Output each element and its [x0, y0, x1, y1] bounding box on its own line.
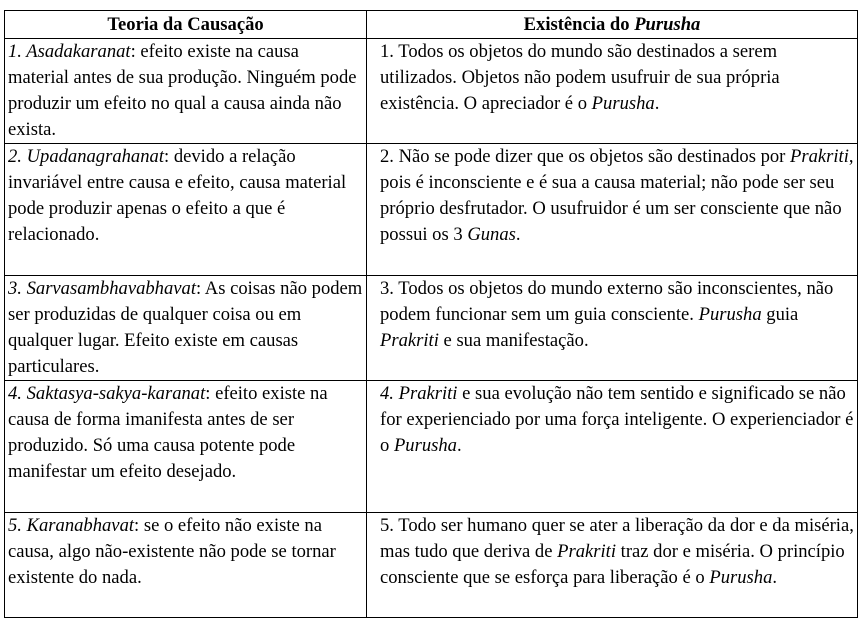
- header-existencia-do-purusha: Existência do Purusha: [367, 11, 858, 39]
- header-row: [5, 11, 858, 39]
- causation-cell: 4. Saktasya-sakya-karanat: efeito existe na causa de forma imanifesta antes de ser produzido. Só uma causa potente pode manifestar um efeito desejado.: [5, 381, 367, 513]
- purusha-cell: 3. Todos os objetos do mundo externo são inconscientes, não podem funcionar sem um guia consciente. Purusha guia Prakriti e sua manifestação.: [367, 276, 858, 381]
- causation-cell: 5. Karanabhavat: se o efeito não existe na causa, algo não-existente não pode se tornar existente do nada.: [5, 513, 367, 618]
- causation-cell: 1. Asadakaranat: efeito existe na causa material antes de sua produção. Ninguém pode produzir um efeito no qual a causa ainda não exista.: [5, 39, 367, 144]
- purusha-cell: 5. Todo ser humano quer se ater a liberação da dor e da miséria, mas tudo que deriva de Prakriti traz dor e miséria. O princípio consciente que se esforça para liberação é o Purusha.: [367, 513, 858, 618]
- table-row: [5, 39, 858, 144]
- table-row: [5, 513, 858, 618]
- table-row: [5, 144, 858, 276]
- header-teoria-da-causacao: Teoria da Causação: [5, 11, 367, 39]
- purusha-cell: 1. Todos os objetos do mundo são destinados a serem utilizados. Objetos não podem usufruir de sua própria existência. O apreciador é o Purusha.: [367, 39, 858, 144]
- causation-table: [4, 10, 858, 618]
- purusha-cell: 2. Não se pode dizer que os objetos são destinados por Prakriti, pois é inconsciente e é sua a causa material; não pode ser seu próprio desfrutador. O usufruidor é um ser consciente que não possui os 3 Gunas.: [367, 144, 858, 276]
- table-row: [5, 381, 858, 513]
- table-row: [5, 276, 858, 381]
- causation-cell: 3. Sarvasambhavabhavat: As coisas não podem ser produzidas de qualquer coisa ou em qualquer lugar. Efeito existe em causas particulares.: [5, 276, 367, 381]
- purusha-cell: 4. Prakriti e sua evolução não tem sentido e significado se não for experienciado por uma força inteligente. O experienciador é o Purusha.: [367, 381, 858, 513]
- causation-cell: 2. Upadanagrahanat: devido a relação invariável entre causa e efeito, causa material pode produzir apenas o efeito a que é relacionado.: [5, 144, 367, 276]
